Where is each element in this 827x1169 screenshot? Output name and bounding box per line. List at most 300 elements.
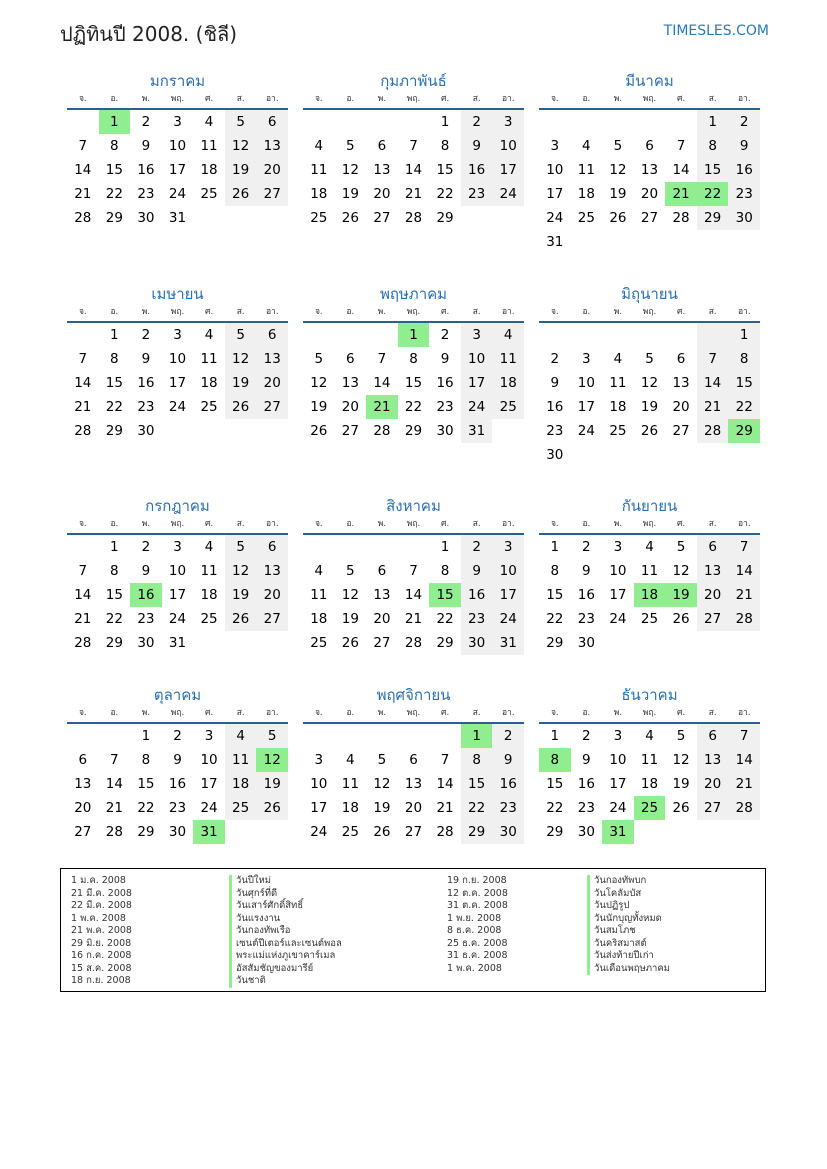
day-cell[interactable]: 29 [404,423,423,439]
day-cell[interactable]: 12 [672,563,690,579]
day-cell[interactable]: 28 [672,210,690,226]
day-cell[interactable]: 30 [137,210,155,226]
day-cell[interactable]: 3 [492,535,524,559]
day-cell[interactable]: 6 [256,110,288,134]
day-cell[interactable]: 19 [225,158,257,182]
day-cell[interactable]: 4 [492,323,524,347]
day-cell[interactable]: 11 [640,752,659,768]
day-cell[interactable]: 3 [613,539,623,555]
day-cell[interactable]: 21 [728,583,760,607]
day-cell[interactable]: 10 [492,559,524,583]
day-cell[interactable]: 29 [546,635,564,651]
day-cell[interactable]: 4 [225,724,257,748]
day-cell[interactable]: 12 [341,587,359,603]
day-cell[interactable]: 18 [492,371,524,395]
day-cell[interactable]: 7 [697,347,729,371]
day-cell[interactable]: 3 [613,728,623,744]
day-cell[interactable]: 25 [609,423,627,439]
day-cell[interactable]: 17 [168,375,187,391]
day-cell[interactable]: 13 [373,587,391,603]
day-cell[interactable]: 8 [461,748,493,772]
day-cell[interactable]: 16 [492,772,524,796]
day-cell[interactable]: 9 [492,748,524,772]
day-cell[interactable]: 15 [105,587,123,603]
day-cell[interactable]: 1 [398,323,430,347]
day-cell[interactable]: 1 [550,728,560,744]
day-cell[interactable]: 28 [436,824,454,840]
day-cell[interactable]: 27 [341,423,359,439]
day-cell[interactable]: 9 [440,351,450,367]
day-cell[interactable]: 9 [461,559,493,583]
day-cell[interactable]: 7 [676,138,686,154]
day-cell[interactable]: 23 [436,399,454,415]
day-cell[interactable]: 10 [310,776,328,792]
day-cell[interactable]: 4 [645,728,654,744]
day-cell[interactable]: 8 [440,563,450,579]
day-cell[interactable]: 4 [314,138,324,154]
day-cell[interactable]: 4 [204,327,214,343]
day-cell[interactable]: 23 [137,186,155,202]
day-cell[interactable]: 28 [74,423,92,439]
day-cell[interactable]: 8 [409,351,418,367]
day-cell[interactable]: 29 [697,206,729,230]
day-cell[interactable]: 16 [577,587,595,603]
day-cell[interactable]: 8 [728,347,760,371]
day-cell[interactable]: 29 [461,820,493,844]
day-cell[interactable]: 25 [310,635,328,651]
day-cell[interactable]: 13 [640,162,659,178]
day-cell[interactable]: 20 [373,186,391,202]
day-cell[interactable]: 6 [377,138,387,154]
day-cell[interactable]: 14 [728,748,760,772]
day-cell[interactable]: 27 [373,635,391,651]
day-cell[interactable]: 18 [225,772,257,796]
day-cell[interactable]: 16 [546,399,564,415]
day-cell[interactable]: 11 [310,587,328,603]
day-cell[interactable]: 13 [697,559,729,583]
day-cell[interactable]: 19 [310,399,328,415]
day-cell[interactable]: 20 [74,800,92,816]
day-cell[interactable]: 31 [168,210,187,226]
day-cell[interactable]: 9 [141,351,151,367]
day-cell[interactable]: 13 [74,776,92,792]
day-cell[interactable]: 1 [550,539,560,555]
day-cell[interactable]: 1 [110,327,119,343]
day-cell[interactable]: 27 [697,796,729,820]
day-cell[interactable]: 30 [492,820,524,844]
day-cell[interactable]: 13 [341,375,359,391]
day-cell[interactable]: 8 [141,752,151,768]
day-cell[interactable]: 22 [105,611,123,627]
day-cell[interactable]: 18 [200,587,218,603]
day-cell[interactable]: 19 [640,399,659,415]
day-cell[interactable]: 26 [341,635,359,651]
day-cell[interactable]: 4 [204,114,214,130]
day-cell[interactable]: 26 [672,611,690,627]
day-cell[interactable]: 28 [105,824,123,840]
day-cell[interactable]: 24 [200,800,218,816]
day-cell[interactable]: 2 [461,535,493,559]
day-cell[interactable]: 15 [105,162,123,178]
day-cell[interactable]: 15 [697,158,729,182]
day-cell[interactable]: 10 [609,752,627,768]
day-cell[interactable]: 20 [341,399,359,415]
day-cell[interactable]: 10 [168,563,187,579]
day-cell[interactable]: 10 [168,351,187,367]
day-cell[interactable]: 7 [377,351,387,367]
day-cell[interactable]: 24 [310,824,328,840]
day-cell[interactable]: 19 [672,776,690,792]
day-cell[interactable]: 6 [256,535,288,559]
day-cell[interactable]: 27 [672,423,690,439]
day-cell[interactable]: 15 [461,772,493,796]
day-cell[interactable]: 4 [645,539,654,555]
day-cell[interactable]: 4 [582,138,591,154]
day-cell[interactable]: 3 [492,110,524,134]
day-cell[interactable]: 26 [225,395,257,419]
day-cell[interactable]: 25 [200,186,218,202]
day-cell[interactable]: 20 [697,772,729,796]
day-cell[interactable]: 16 [436,375,454,391]
day-cell[interactable]: 23 [577,611,595,627]
day-cell[interactable]: 22 [105,186,123,202]
day-cell[interactable]: 2 [440,327,450,343]
day-cell[interactable]: 17 [546,186,564,202]
day-cell[interactable]: 20 [697,583,729,607]
day-cell[interactable]: 2 [550,351,560,367]
day-cell[interactable]: 3 [314,752,324,768]
day-cell[interactable]: 30 [137,635,155,651]
day-cell[interactable]: 29 [105,423,123,439]
day-cell[interactable]: 1 [440,539,450,555]
day-cell[interactable]: 12 [225,559,257,583]
day-cell[interactable]: 18 [640,776,659,792]
day-cell[interactable]: 28 [697,419,729,443]
day-cell[interactable]: 21 [665,182,697,206]
day-cell[interactable]: 23 [461,182,493,206]
day-cell[interactable]: 2 [728,110,760,134]
day-cell[interactable]: 10 [609,563,627,579]
day-cell[interactable]: 25 [341,824,359,840]
day-cell[interactable]: 31 [602,820,634,844]
day-cell[interactable]: 15 [546,776,564,792]
day-cell[interactable]: 24 [577,423,595,439]
day-cell[interactable]: 21 [436,800,454,816]
day-cell[interactable]: 8 [110,351,119,367]
day-cell[interactable]: 18 [609,399,627,415]
day-cell[interactable]: 31 [193,820,225,844]
day-cell[interactable]: 6 [645,138,654,154]
day-cell[interactable]: 12 [373,776,391,792]
day-cell[interactable]: 18 [634,583,666,607]
day-cell[interactable]: 3 [173,114,182,130]
day-cell[interactable]: 6 [676,351,686,367]
day-cell[interactable]: 3 [173,327,182,343]
day-cell[interactable]: 5 [377,752,387,768]
day-cell[interactable]: 10 [492,134,524,158]
day-cell[interactable]: 13 [697,748,729,772]
day-cell[interactable]: 14 [436,776,454,792]
day-cell[interactable]: 27 [373,210,391,226]
day-cell[interactable]: 12 [672,752,690,768]
day-cell[interactable]: 22 [697,182,729,206]
day-cell[interactable]: 6 [78,752,88,768]
day-cell[interactable]: 9 [728,134,760,158]
day-cell[interactable]: 20 [256,158,288,182]
day-cell[interactable]: 24 [492,182,524,206]
day-cell[interactable]: 2 [141,114,151,130]
day-cell[interactable]: 11 [225,748,257,772]
day-cell[interactable]: 14 [373,375,391,391]
day-cell[interactable]: 11 [310,162,328,178]
day-cell[interactable]: 30 [137,423,155,439]
day-cell[interactable]: 5 [676,728,686,744]
day-cell[interactable]: 5 [346,563,355,579]
day-cell[interactable]: 20 [256,371,288,395]
site-link[interactable]: TIMESLES.COM [663,23,769,39]
day-cell[interactable]: 26 [373,824,391,840]
day-cell[interactable]: 26 [225,607,257,631]
day-cell[interactable]: 18 [310,186,328,202]
day-cell[interactable]: 5 [676,539,686,555]
day-cell[interactable]: 20 [256,583,288,607]
day-cell[interactable]: 8 [440,138,450,154]
day-cell[interactable]: 5 [225,535,257,559]
day-cell[interactable]: 28 [74,210,92,226]
day-cell[interactable]: 3 [550,138,560,154]
day-cell[interactable]: 28 [74,635,92,651]
day-cell[interactable]: 2 [461,110,493,134]
day-cell[interactable]: 18 [341,800,359,816]
day-cell[interactable]: 1 [728,323,760,347]
day-cell[interactable]: 5 [225,323,257,347]
day-cell[interactable]: 9 [141,138,151,154]
day-cell[interactable]: 6 [409,752,418,768]
day-cell[interactable]: 2 [173,728,182,744]
day-cell[interactable]: 12 [256,748,288,772]
day-cell[interactable]: 30 [728,206,760,230]
day-cell[interactable]: 24 [492,607,524,631]
day-cell[interactable]: 13 [256,347,288,371]
day-cell[interactable]: 13 [404,776,423,792]
day-cell[interactable]: 29 [137,824,155,840]
day-cell[interactable]: 14 [74,587,92,603]
day-cell[interactable]: 28 [404,210,423,226]
day-cell[interactable]: 27 [256,182,288,206]
day-cell[interactable]: 11 [200,138,218,154]
day-cell[interactable]: 8 [110,138,119,154]
day-cell[interactable]: 31 [168,635,187,651]
day-cell[interactable]: 12 [609,162,627,178]
day-cell[interactable]: 7 [78,351,88,367]
day-cell[interactable]: 12 [310,375,328,391]
day-cell[interactable]: 7 [728,535,760,559]
day-cell[interactable]: 30 [168,824,187,840]
day-cell[interactable]: 11 [609,375,627,391]
day-cell[interactable]: 1 [697,110,729,134]
day-cell[interactable]: 26 [609,210,627,226]
day-cell[interactable]: 14 [74,162,92,178]
day-cell[interactable]: 24 [168,399,187,415]
day-cell[interactable]: 14 [404,587,423,603]
day-cell[interactable]: 20 [640,186,659,202]
day-cell[interactable]: 7 [78,563,88,579]
day-cell[interactable]: 26 [640,423,659,439]
day-cell[interactable]: 10 [577,375,595,391]
day-cell[interactable]: 24 [546,210,564,226]
day-cell[interactable]: 31 [492,631,524,655]
day-cell[interactable]: 22 [546,611,564,627]
day-cell[interactable]: 23 [728,182,760,206]
day-cell[interactable]: 17 [200,776,218,792]
day-cell[interactable]: 5 [613,138,623,154]
day-cell[interactable]: 21 [74,186,92,202]
day-cell[interactable]: 21 [74,611,92,627]
day-cell[interactable]: 11 [640,563,659,579]
day-cell[interactable]: 9 [582,752,591,768]
day-cell[interactable]: 10 [200,752,218,768]
day-cell[interactable]: 7 [728,724,760,748]
day-cell[interactable]: 22 [137,800,155,816]
day-cell[interactable]: 30 [577,824,595,840]
day-cell[interactable]: 18 [310,611,328,627]
day-cell[interactable]: 23 [137,611,155,627]
day-cell[interactable]: 14 [105,776,123,792]
day-cell[interactable]: 27 [697,607,729,631]
day-cell[interactable]: 29 [728,419,760,443]
day-cell[interactable]: 5 [645,351,654,367]
day-cell[interactable]: 25 [310,210,328,226]
day-cell[interactable]: 7 [440,752,450,768]
day-cell[interactable]: 3 [173,539,182,555]
day-cell[interactable]: 17 [168,587,187,603]
day-cell[interactable]: 16 [461,583,493,607]
day-cell[interactable]: 21 [697,395,729,419]
day-cell[interactable]: 1 [110,539,119,555]
day-cell[interactable]: 9 [582,563,591,579]
day-cell[interactable]: 19 [373,800,391,816]
day-cell[interactable]: 4 [204,539,214,555]
day-cell[interactable]: 19 [341,186,359,202]
day-cell[interactable]: 5 [225,110,257,134]
day-cell[interactable]: 8 [110,563,119,579]
day-cell[interactable]: 16 [137,162,155,178]
day-cell[interactable]: 31 [546,234,564,250]
day-cell[interactable]: 9 [141,563,151,579]
day-cell[interactable]: 28 [373,423,391,439]
day-cell[interactable]: 22 [404,399,423,415]
day-cell[interactable]: 19 [225,371,257,395]
day-cell[interactable]: 12 [225,347,257,371]
day-cell[interactable]: 12 [225,134,257,158]
day-cell[interactable]: 19 [609,186,627,202]
day-cell[interactable]: 2 [582,728,591,744]
day-cell[interactable]: 29 [546,824,564,840]
day-cell[interactable]: 3 [461,323,493,347]
day-cell[interactable]: 14 [697,371,729,395]
day-cell[interactable]: 26 [341,210,359,226]
day-cell[interactable]: 18 [200,162,218,178]
day-cell[interactable]: 12 [341,162,359,178]
day-cell[interactable]: 29 [105,210,123,226]
day-cell[interactable]: 5 [314,351,324,367]
day-cell[interactable]: 23 [577,800,595,816]
day-cell[interactable]: 23 [168,800,187,816]
day-cell[interactable]: 15 [436,162,454,178]
day-cell[interactable]: 8 [539,748,571,772]
day-cell[interactable]: 17 [310,800,328,816]
day-cell[interactable]: 14 [404,162,423,178]
day-cell[interactable]: 17 [577,399,595,415]
day-cell[interactable]: 14 [672,162,690,178]
day-cell[interactable]: 27 [640,210,659,226]
day-cell[interactable]: 29 [436,210,454,226]
day-cell[interactable]: 24 [168,611,187,627]
day-cell[interactable]: 27 [256,607,288,631]
day-cell[interactable]: 10 [461,347,493,371]
day-cell[interactable]: 11 [200,351,218,367]
day-cell[interactable]: 11 [341,776,359,792]
day-cell[interactable]: 24 [461,395,493,419]
day-cell[interactable]: 30 [546,447,564,463]
day-cell[interactable]: 9 [173,752,182,768]
day-cell[interactable]: 22 [105,399,123,415]
day-cell[interactable]: 4 [346,752,355,768]
day-cell[interactable]: 16 [461,158,493,182]
day-cell[interactable]: 17 [168,162,187,178]
day-cell[interactable]: 25 [634,796,666,820]
day-cell[interactable]: 11 [200,563,218,579]
day-cell[interactable]: 1 [99,110,131,134]
day-cell[interactable]: 2 [141,539,151,555]
day-cell[interactable]: 30 [577,635,595,651]
day-cell[interactable]: 28 [728,607,760,631]
day-cell[interactable]: 23 [461,607,493,631]
day-cell[interactable]: 16 [577,776,595,792]
day-cell[interactable]: 1 [440,114,450,130]
day-cell[interactable]: 28 [728,796,760,820]
day-cell[interactable]: 22 [546,800,564,816]
day-cell[interactable]: 29 [105,635,123,651]
day-cell[interactable]: 16 [130,583,162,607]
day-cell[interactable]: 26 [310,423,328,439]
day-cell[interactable]: 4 [314,563,324,579]
day-cell[interactable]: 17 [492,158,524,182]
day-cell[interactable]: 7 [409,563,418,579]
day-cell[interactable]: 21 [728,772,760,796]
day-cell[interactable]: 17 [492,583,524,607]
day-cell[interactable]: 6 [256,323,288,347]
day-cell[interactable]: 22 [461,796,493,820]
day-cell[interactable]: 16 [728,158,760,182]
day-cell[interactable]: 20 [672,399,690,415]
day-cell[interactable]: 15 [137,776,155,792]
day-cell[interactable]: 22 [436,186,454,202]
day-cell[interactable]: 25 [200,611,218,627]
day-cell[interactable]: 24 [168,186,187,202]
day-cell[interactable]: 1 [141,728,151,744]
day-cell[interactable]: 23 [137,399,155,415]
day-cell[interactable]: 26 [256,796,288,820]
day-cell[interactable]: 2 [582,539,591,555]
day-cell[interactable]: 21 [105,800,123,816]
day-cell[interactable]: 4 [613,351,623,367]
day-cell[interactable]: 19 [341,611,359,627]
day-cell[interactable]: 28 [404,635,423,651]
day-cell[interactable]: 30 [461,631,493,655]
day-cell[interactable]: 3 [582,351,591,367]
day-cell[interactable]: 13 [256,134,288,158]
